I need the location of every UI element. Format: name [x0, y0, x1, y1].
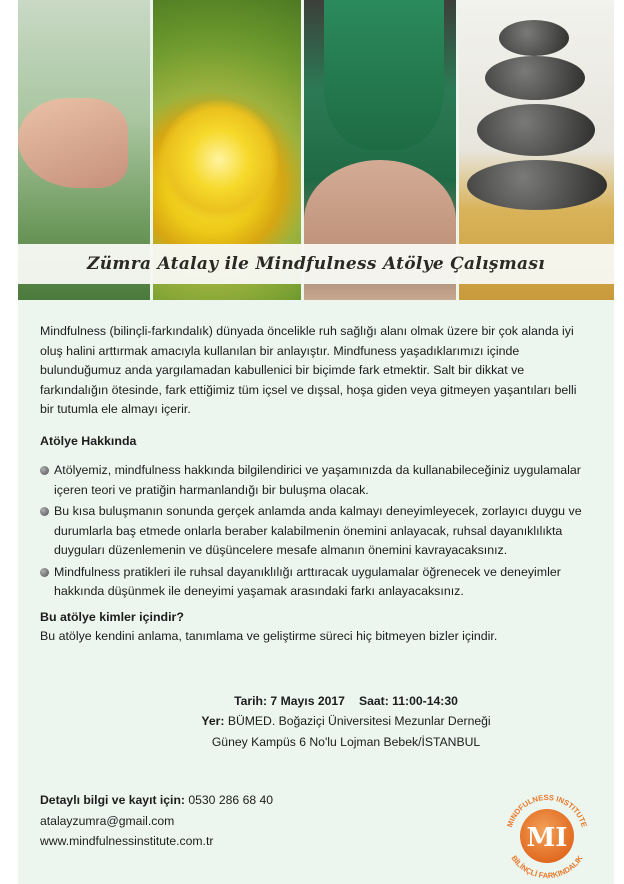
list-item	[40, 563, 592, 602]
list-item	[40, 502, 592, 561]
logo-monogram: MI	[526, 823, 568, 853]
event-time: Saat: 11:00-14:30	[358, 693, 458, 708]
bullet-icon	[40, 466, 49, 475]
bullet-text: Mindfulness pratikleri ile ruhsal dayanıklılığı arttıracak uygulamalar öğrenecek ve deneyimler hakkında düşünmek ile deneyimi yaşamak arasındaki farkı anlayacaksınız.	[54, 564, 561, 598]
event-details	[40, 691, 592, 753]
title-bar	[18, 244, 614, 284]
bullet-text: Bu kısa buluşmanın sonunda gerçek anlamda anda kalmayı deneyimleyecek, zorlayıcı duygu ve durumlarla baş etmede onlarla beraber kalabilmenin önemini anlayacak, ruhsal dayanıklılıkta duyguları düzenlemenin ve düşüncelere mesafe almanın önemini kavrayacaksınız.	[54, 504, 582, 557]
mindfulness-institute-logo	[491, 784, 601, 882]
list-item	[40, 461, 592, 500]
event-place: BÜMED. Boğaziçi Üniversitesi Mezunlar Derneği	[227, 714, 491, 728]
contact-phone[interactable]: 0530 286 68 40	[188, 793, 274, 807]
contact-website[interactable]: www.mindfulnessinstitute.com.tr	[40, 834, 214, 848]
contact-info	[40, 790, 273, 852]
bullet-list	[40, 461, 592, 602]
event-place-label: Yer:	[201, 714, 225, 728]
event-date: Tarih: 7 Mayıs 2017	[234, 693, 345, 708]
page-title: Zümra Atalay ile Mindfulness Atölye Çalışması	[87, 254, 545, 274]
bullet-icon	[40, 568, 49, 577]
logo-arc-bottom: BİLİNÇLİ FARKINDALIK	[509, 853, 585, 881]
main-content	[40, 322, 592, 752]
bullet-icon	[40, 507, 49, 516]
contact-email[interactable]: atalayzumra@gmail.com	[40, 813, 175, 828]
audience-heading: Bu atölye kimler içindir?	[40, 609, 184, 624]
contact-label: Detaylı bilgi ve kayıt için:	[40, 793, 185, 807]
intro-paragraph: Mindfulness (bilinçli-farkındalık) dünyada öncelikle ruh sağlığı alanı olmak üzere bir çok alanda iyi oluş halini arttırmak amacıyla kullanılan bir anlayıştır. Mindfuness yaşadıklarımızı içinde bulunduğumuz anda yargılamadan kabullenici bir biçimde fark etmektir. Salt bir dikkat ve farkındalığın ötesinde, fark ettiğimiz tüm içsel ve dışsal, hoşa giden veya gitmeyen yaşantıları belli bir tutumla ele almayı içerir.	[40, 324, 577, 416]
logo-arc-top: MINDFULNESS INSTITUTE	[505, 792, 589, 829]
audience-text: Bu atölye kendini anlama, tanımlama ve geliştirme süreci hiç bitmeyen bizler içindir.	[40, 629, 498, 643]
about-heading: Atölye Hakkında	[40, 433, 137, 448]
bullet-text: Atölyemiz, mindfulness hakkında bilgilendirici ve yaşamınızda da kullanabileceğiniz uygulamalar içeren teori ve pratiğin harmanlandığı bir buluşma olacak.	[54, 463, 581, 497]
event-address: Güney Kampüs 6 No'lu Lojman Bebek/İSTANBUL	[211, 734, 481, 749]
